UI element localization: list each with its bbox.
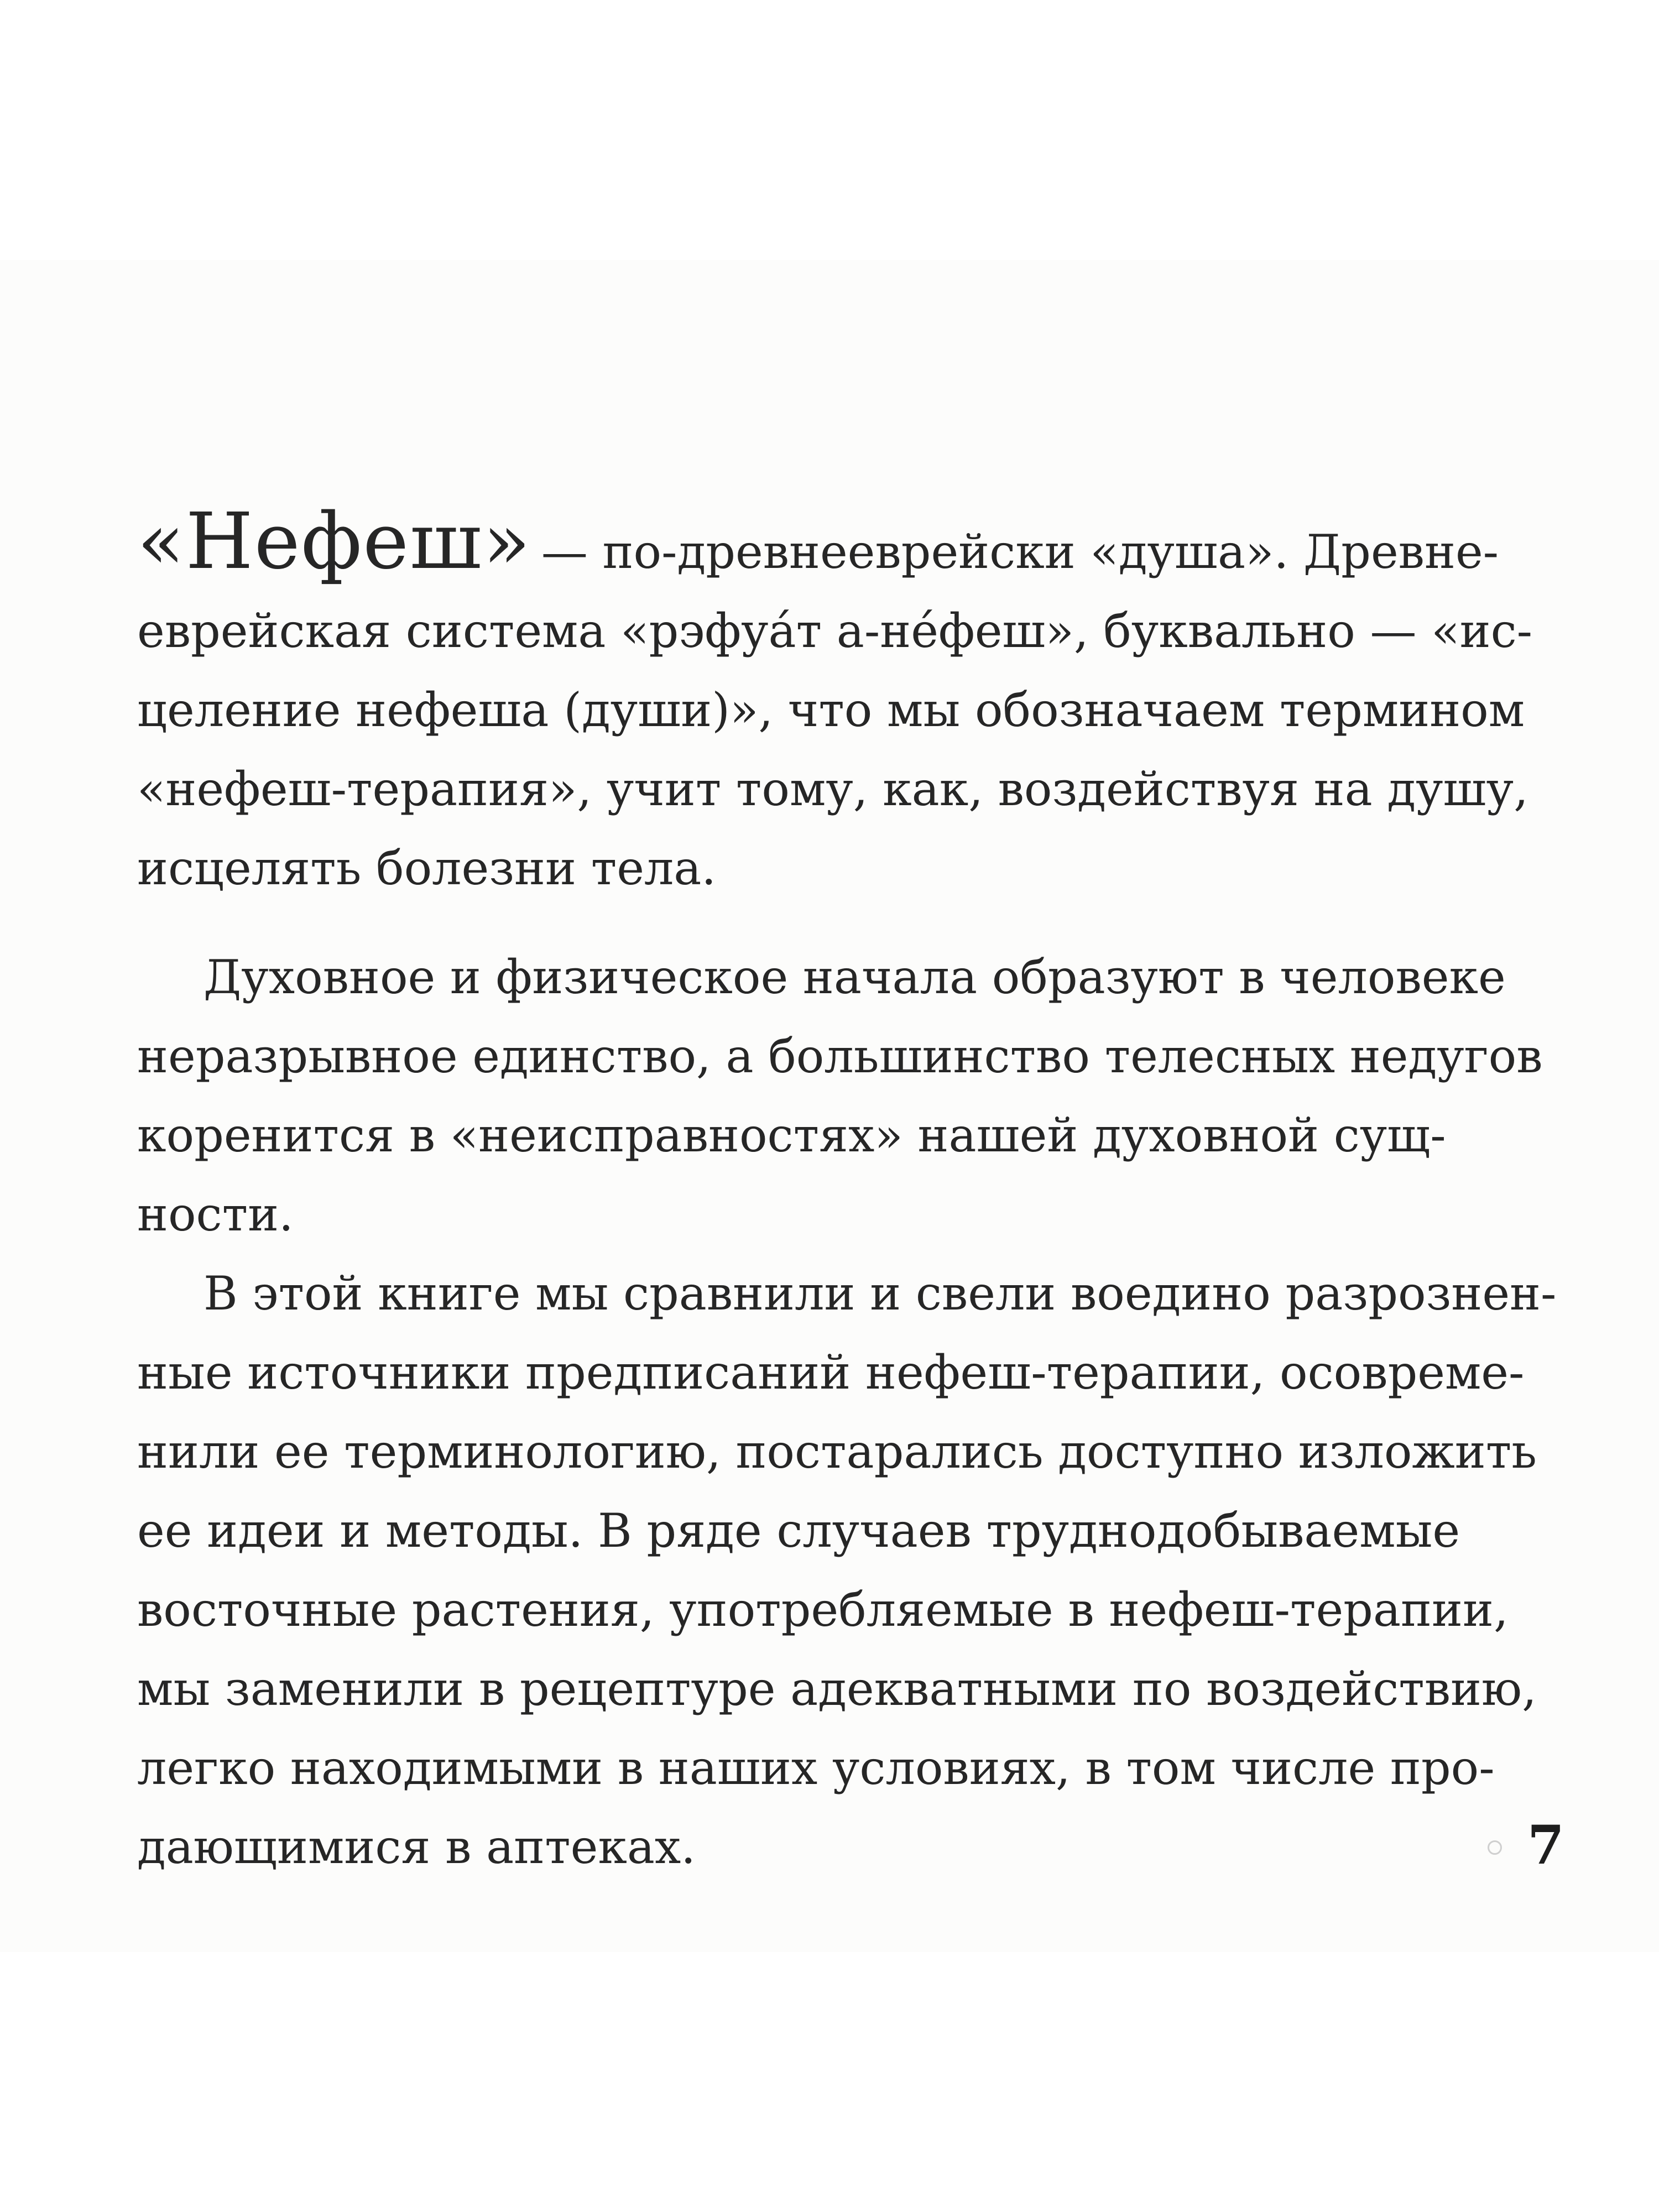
page-number: 7 [1527, 1814, 1564, 1876]
paragraph-3: В этой книге мы сравнили и свели воедино разрознен- ные источники предписаний нефеш-терапии, осовреме- нили ее терминологию, постарались доступно изложить ее идеи и методы. В ряде случаев труднодобываемые восточные растения, употребляемые в нефеш-терапии, мы заменили в рецептуре адекватными по воздействию, легко находимыми в наших условиях, в том числе про- дающимися в аптеках. [137, 1266, 1557, 1874]
paragraph-2: Духовное и физическое начала образуют в человеке неразрывное единство, а большинство телесных недугов коренится в «неисправностях» нашей духовной сущ- ности. [137, 950, 1543, 1241]
body-text [137, 497, 1559, 1887]
circle-mark-icon [1488, 1840, 1502, 1855]
paragraph-1-text: — по-древнееврейски «душа». Древне- еврейская система «рэфуáт а-нéфеш», буквально — «ис- целение нефеша (души)», что мы обозначаем термином «нефеш-терапия», учит тому, как, воздействуя на душу, исцелять болезни тела. [137, 525, 1533, 895]
paragraph-1 [137, 497, 1559, 908]
lead-word: «Нефеш» [137, 497, 531, 587]
